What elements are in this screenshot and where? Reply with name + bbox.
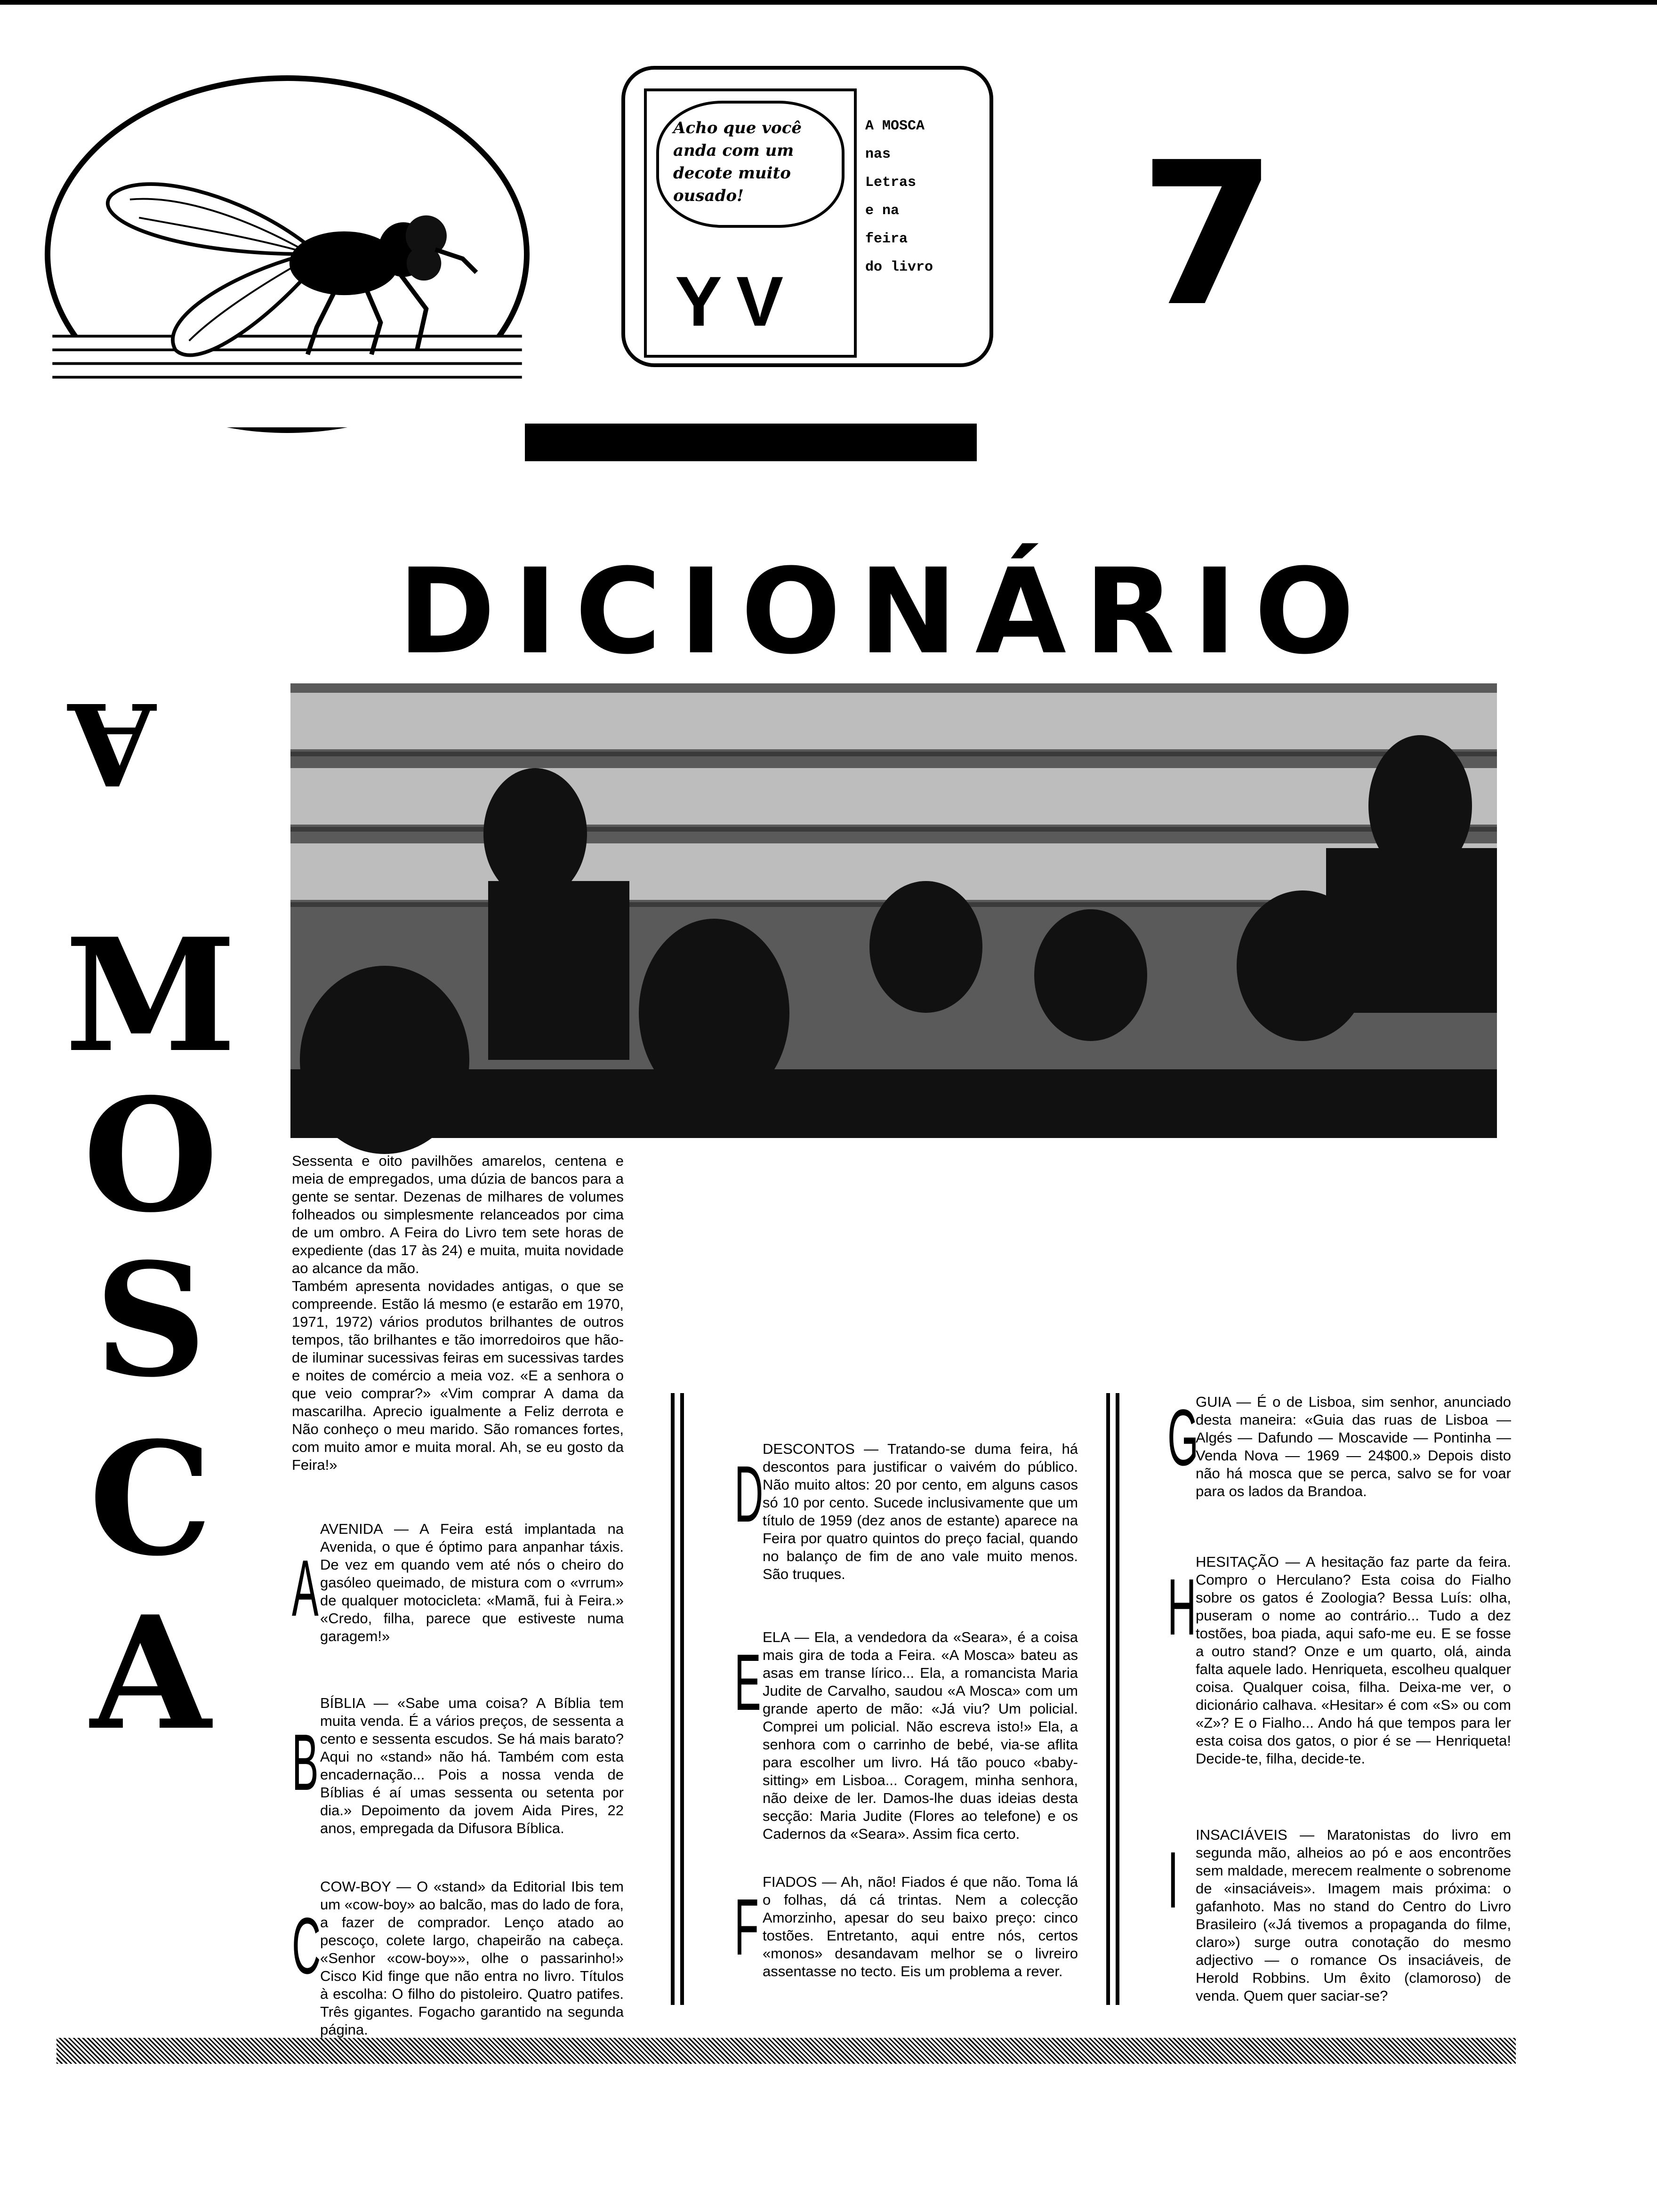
entry-text: COW-BOY — O «stand» da Editorial Ibis tem um «cow-boy» ao balcão, mas do lado de fora, a fazer de comprador. Lenço atado ao pescoço, colete largo, chapeirão na cabeça. «Senhor «cow-boy»», olhe o passarinho!» Cisco Kid finge que não entra no livro. Títulos à escolha: O filho do pistoleiro. Quatro patifes. Três gigantes. Fogacho garantido na segunda página. xyxy=(320,1878,624,2038)
drop-letter: E xyxy=(734,1638,761,1727)
page-number: 7 xyxy=(1139,120,1277,350)
box-caption-line: do livro xyxy=(865,259,933,275)
cartoon-panel xyxy=(644,88,857,358)
entry-text: ELA — Ela, a vendedora da «Seara», é a coisa mais gira de toda a Feira. «A Mosca» bateu as asas em transe lírico... Ela, a romancista Maria Judite de Carvalho, saudou «A Mosca» com um grande aperto de mão: «Já viu? Um policial. Comprei um policial. Não escreva isto!» Ela, a senhora com o carrinho de bebé, via-se aflita para escolher um livro. Há tão pouco «baby-sitting» em Lisboa... Coragem, minha senhora, não deixe de ler. Damos-lhe duas ideias desta secção: Maria Judite (Flores ao telefone) e os Cadernos da «Seara». Assim fica certo. xyxy=(763,1629,1078,1842)
drop-letter: B xyxy=(292,1718,319,1807)
bottom-stripe xyxy=(56,2038,1516,2064)
intro-text: Sessenta e oito pavilhões amarelos, centena e meia de empregados, uma dúzia de bancos para a gente se sentar. Dezenas de milhares de volumes folheados ou simplesmente relanceados por cima de um ombro. A Feira do Livro tem sete horas de expediente (das 17 às 24) e muita, muita novidade ao alcance da mão. xyxy=(292,1153,624,1276)
side-title-letter: C xyxy=(88,1408,213,1590)
column-rule xyxy=(1116,1393,1119,2005)
entry-text: DESCONTOS — Tratando-se duma feira, há descontos para justificar o vaivém do público. Não muito altos: 20 por cento, em alguns casos só 10 por cento. Sucede inclusivamente que um título de 1959 (dez anos de estante) aparece na Feira por quatro quintos do preço facial, quando no balanço de fim de ano vale muito menos. São truques. xyxy=(763,1441,1078,1582)
side-title-article: A xyxy=(68,677,156,810)
box-caption-line: feira xyxy=(865,231,908,247)
black-bar xyxy=(525,424,977,461)
drop-letter: I xyxy=(1167,1835,1179,1925)
intro-paragraph xyxy=(292,1152,624,1474)
cartoon-box xyxy=(621,66,993,367)
drop-letter: F xyxy=(734,1883,759,1972)
top-rule xyxy=(0,0,1657,5)
column-rule xyxy=(1106,1393,1110,2005)
box-caption-line: Letras xyxy=(865,175,917,191)
column-rule xyxy=(680,1393,684,2005)
side-title-letter: O xyxy=(83,1064,218,1247)
drop-letter: H xyxy=(1167,1563,1197,1652)
column-rule xyxy=(671,1393,675,2005)
entry-text: HESITAÇÃO — A hesitação faz parte da feira. Compro o Herculano? Esta coisa do Fialho sobre os gatos é Zoologia? Bessa Luís: olha, puseram o nome ao contrário... Tudo a dez tostões, boa piada, aqui safo-me eu. E se fosse a outro stand? Onze e um quarto, olá, ainda falta aquele lado. Henriqueta, escolheu qualquer coisa. Qualquer coisa, filha. Deixa-me ver, o dicionário calhava. «Hesitar» é com «S» ou com «Z»? E o Fialho... Ando há que tempos para ler esta coisa dos gatos, o pior é se — Henriqueta! Decide-te, filha, decide-te. xyxy=(1196,1554,1511,1767)
entry-text: BÍBLIA — «Sabe uma coisa? A Bíblia tem muita venda. É a vários preços, de sessenta a cento e sessenta escudos. Se há mais barato? Aqui no «stand» não há. Também com esta encadernação... Pois a nossa venda de Bíblias é aí umas sessenta ou setenta por dia.» Depoimento da jovem Aida Pires, 22 anos, empregada da Difusora Bíblica. xyxy=(320,1695,624,1836)
speech-bubble: Acho que você anda com um decote muito ousado! xyxy=(656,101,845,228)
drop-letter: G xyxy=(1167,1393,1199,1483)
side-title-letter: M xyxy=(64,904,237,1087)
cartoonist-signature: YV xyxy=(675,262,798,341)
side-title-letter: S xyxy=(94,1229,207,1411)
box-caption-line: A MOSCA xyxy=(865,118,925,134)
entry-text: FIADOS — Ah, não! Fiados é que não. Toma lá o folhas, dá cá trintas. Nem a colecção Amorzinho, apesar do seu baixo preço: cinco tostões. Entretanto, aqui entre nós, certos «monos» desandavam melhor se o livreiro assentasse no tecto. Eis um problema a rever. xyxy=(763,1874,1078,1980)
box-caption-line: e na xyxy=(865,203,900,219)
drop-letter: A xyxy=(292,1544,319,1633)
entry-text: INSACIÁVEIS — Maratonistas do livro em segunda mão, alheios ao pó e aos encontrões sem maldade, merecem realmente o sobrenome de «insaciáveis». Imagem mais próxima: o gafanhoto. Mas no stand do Centro do Livro Brasileiro («Já tivemos a propaganda do filme, claro») surge outra conotação do mesmo adjectivo — o romance Os insaciáveis, de Herold Robbins. Um êxito (clamoroso) de venda. Quem quer saciar-se? xyxy=(1196,1827,1511,2004)
box-caption-line: nas xyxy=(865,146,891,162)
side-title-letter: A xyxy=(90,1582,211,1764)
intro-text: Também apresenta novidades antigas, o que se compreende. Estão lá mesmo (e estarão em 1970, 1971, 1972) vários produtos brilhantes de outros tempos, tão brilhantes e tão imorredoiros que hão-de iluminar sucessivas feiras em sucessivas tardes e noites de comércio a meia voz. «E a senhora o que veio comprar?» «Vim comprar A dama da mascarilha. Aprecio igualmente a Feliz derrota e Não conheço o meu marido. São romances fortes, com muito amor e muita moral. Ah, se eu gosto da Feira!» xyxy=(292,1278,624,1473)
book-fair-photo xyxy=(290,683,1497,1138)
fly-illustration xyxy=(45,75,530,433)
box-caption xyxy=(865,112,983,281)
entry-text: GUIA — É o de Lisboa, sim senhor, anunciado desta maneira: «Guia das ruas de Lisboa — Algés — Dafundo — Moscavide — Pontinha — Venda Nova — 1969 — 24$00.» Depois disto não há mosca que se perca, salvo se for voar para os lados da Brandoa. xyxy=(1196,1394,1511,1499)
drop-letter: C xyxy=(292,1901,321,1991)
drop-letter: D xyxy=(734,1450,764,1539)
page-title: DICIONÁRIO xyxy=(397,543,1373,680)
fly-icon xyxy=(50,81,524,427)
entry-text: AVENIDA — A Feira está implantada na Avenida, o que é óptimo para anpanhar táxis. De vez em quando vem até nós o cheiro do gasóleo queimado, de mistura com o «vrrum» de qualquer motocicleta: «Mamã, fui à Feira.» «Credo, filha, parece que estiveste numa garagem!» xyxy=(320,1521,624,1644)
